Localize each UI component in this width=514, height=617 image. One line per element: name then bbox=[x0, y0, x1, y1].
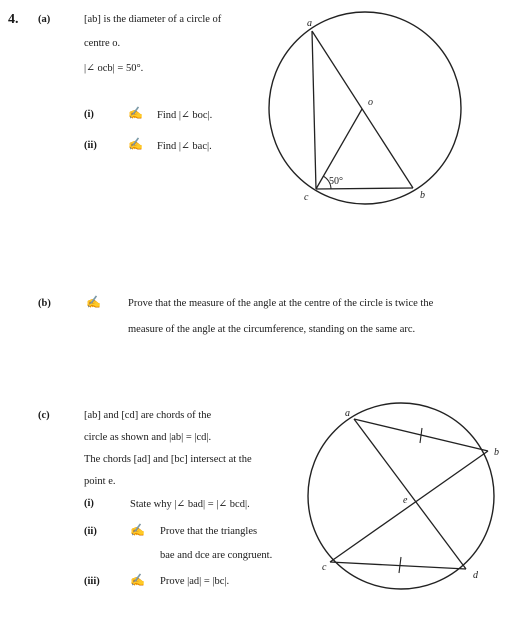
chord-cd bbox=[330, 562, 466, 569]
angle-label-50: 50° bbox=[329, 176, 343, 187]
part-b-line-2: measure of the angle at the circumference, standing on the same arc. bbox=[128, 324, 416, 335]
point-label-e: e bbox=[403, 495, 408, 506]
part-c-sub-ii-text-1: Prove that the triangles bbox=[160, 526, 258, 537]
part-b-line-1: Prove that the measure of the angle at the centre of the circle is twice the bbox=[128, 298, 434, 309]
part-c-sub-i-text: State why |∠ bad| = |∠ bcd|. bbox=[130, 499, 250, 510]
pencil-icon: ✍ bbox=[128, 106, 143, 120]
question-number: 4. bbox=[8, 12, 19, 27]
part-a-sub-i-label: (i) bbox=[84, 109, 94, 120]
part-c-sub-ii-label: (ii) bbox=[84, 526, 97, 537]
point-label-a: a bbox=[307, 18, 312, 29]
pencil-icon: ✍ bbox=[86, 295, 101, 309]
point-label-a: a bbox=[345, 408, 350, 419]
part-a-line-2: centre o. bbox=[84, 38, 121, 49]
part-c-sub-iii-text: Prove |ad| = |bc|. bbox=[160, 576, 230, 587]
pencil-icon: ✍ bbox=[130, 573, 145, 587]
point-label-b: b bbox=[494, 447, 499, 458]
part-a-sub-ii-label: (ii) bbox=[84, 140, 97, 151]
part-a-label: (a) bbox=[38, 14, 51, 25]
point-label-b: b bbox=[420, 190, 425, 201]
pencil-icon: ✍ bbox=[130, 523, 145, 537]
pencil-icon: ✍ bbox=[128, 137, 143, 151]
part-a-line-3: |∠ ocb| = 50°. bbox=[84, 63, 144, 74]
part-a-sub-ii-text: Find |∠ bac|. bbox=[157, 141, 212, 152]
part-c-sub-iii-label: (iii) bbox=[84, 576, 100, 587]
part-c-label: (c) bbox=[38, 410, 50, 421]
part-c-line-1: [ab] and [cd] are chords of the bbox=[84, 410, 212, 421]
part-a-line-1: [ab] is the diameter of a circle of bbox=[84, 14, 222, 25]
part-a-sub-i-text: Find |∠ boc|. bbox=[157, 110, 213, 121]
part-c-sub-ii-text-2: bae and dce are congruent. bbox=[160, 550, 273, 561]
part-c-line-4: point e. bbox=[84, 476, 116, 487]
chord-bc bbox=[330, 451, 488, 562]
part-b-label: (b) bbox=[38, 298, 51, 309]
part-c-line-3: The chords [ad] and [bc] intersect at the bbox=[84, 454, 252, 465]
point-label-c: c bbox=[304, 192, 309, 203]
point-label-d: d bbox=[473, 570, 478, 581]
point-label-o: o bbox=[368, 97, 373, 108]
point-label-c: c bbox=[322, 562, 327, 573]
part-c-line-2: circle as shown and |ab| = |cd|. bbox=[84, 432, 212, 443]
part-c-sub-i-label: (i) bbox=[84, 498, 94, 509]
